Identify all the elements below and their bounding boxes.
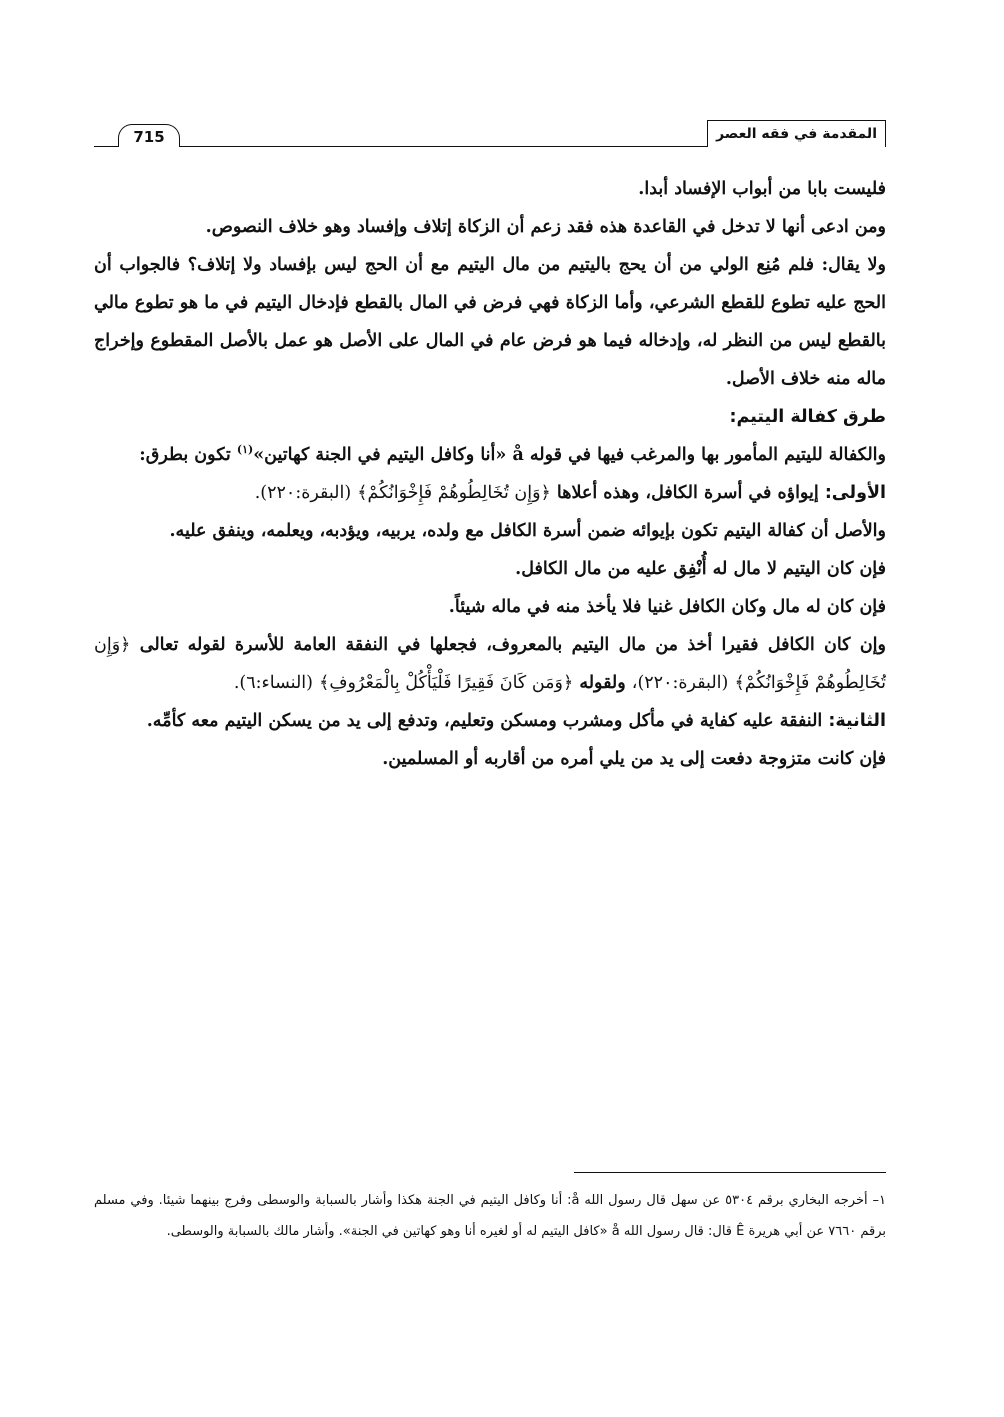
paragraph-2: ومن ادعى أنها لا تدخل في القاعدة هذه فقد زعم أن الزكاة إتلاف وإفساد وهو خلاف النصوص.: [205, 217, 886, 237]
paragraph-10: [94, 702, 886, 740]
paragraph-9-mid: ولقوله: [579, 673, 626, 693]
first-label: الأولى:: [824, 483, 886, 503]
salutation-symbol: å: [512, 445, 524, 465]
footnote-rule: [574, 1172, 886, 1173]
page-header: [94, 116, 886, 156]
quran-verse-1: ﴿وَإِن تُخَالِطُوهُمْ فَإِخْوَانُكُمْ﴾: [357, 483, 551, 503]
main-text: [94, 170, 886, 778]
hadith-quote: «أنا وكافل اليتيم في الجنة كهاتين»: [253, 445, 507, 465]
page-number: 715: [118, 124, 180, 147]
paragraph-8: فإن كان له مال وكان الكافل غنيا فلا يأخذ منه في ماله شيئاً.: [448, 597, 886, 617]
section-heading: طرق كفالة اليتيم:: [729, 407, 886, 427]
paragraph-5-text: إيواؤه في أسرة الكافل، وهذه أعلاها: [556, 483, 819, 503]
book-title: المقدمة في فقه العصر: [707, 120, 886, 147]
quran-ref-2: (البقرة:٢٢٠)،: [631, 673, 729, 693]
paragraph-4-pre: والكفالة لليتيم المأمور بها والمرغب فيها في قوله: [529, 445, 886, 465]
quran-verse-2: ﴿وَإِن تُخَالِطُوهُمْ فَإِخْوَانُكُمْ﴾: [94, 635, 886, 693]
paragraph-4: [94, 436, 886, 474]
footnotes: [94, 1172, 886, 1247]
paragraph-1: فليست بابا من أبواب الإفساد أبدا.: [638, 179, 886, 199]
paragraph-9-text: وإن كان الكافل فقيرا أخذ من مال اليتيم بالمعروف، فجعلها في النفقة العامة للأسرة لقوله تعالى: [139, 635, 886, 655]
paragraph-3: ولا يقال: فلم مُنِع الولي من أن يحج باليتيم من مال اليتيم مع أن الحج ليس بإفساد ولا إتلاف؟ فالجواب أن الحج عليه تطوع للقطع الشرعي، وأما الزكاة فهي فرض في المال بالقطع فإدخال اليتيم في ما هو تطوع مالي بالقطع ليس من النظر له، وإدخاله فيما هو فرض عام في المال على الأصل هو عمل بالأصل المقطوع وإخراج ماله منه خلاف الأصل.: [94, 255, 886, 389]
second-label: الثانية:: [828, 711, 886, 731]
paragraph-9: [94, 626, 886, 702]
quran-ref-1: (البقرة:٢٢٠).: [254, 483, 352, 503]
paragraph-7: فإن كان اليتيم لا مال له أُنْفِق عليه من مال الكافل.: [515, 559, 886, 579]
paragraph-11: فإن كانت متزوجة دفعت إلى يد من يلي أمره من أقاربه أو المسلمين.: [382, 749, 886, 769]
footnote-1: ١– أخرجه البخاري برقم ٥٣٠٤ عن سهل قال رسول الله å: أنا وكافل اليتيم في الجنة هكذا وأشار بالسبابة والوسطى وفرج بينهما شيئا. وفي مسلم برقم ٧٦٦٠ عن أبي هريرة Ê قال: قال رسول الله å «كافل اليتيم له أو لغيره أنا وهو كهاتين في الجنة». وأشار مالك بالسبابة والوسطى.: [94, 1193, 886, 1239]
quran-verse-3: ﴿وَمَن كَانَ فَقِيرًا فَلْيَأْكُلْ بِالْمَعْرُوفِ﴾: [319, 673, 574, 693]
paragraph-5: [94, 474, 886, 512]
quran-ref-3: (النساء:٦).: [233, 673, 313, 693]
paragraph-4-post: تكون بطرق:: [139, 445, 231, 465]
paragraph-10-text: النفقة عليه كفاية في مأكل ومشرب ومسكن وتعليم، وتدفع إلى يد من يسكن اليتيم معه كأمِّه.: [146, 711, 823, 731]
paragraph-6: والأصل أن كفالة اليتيم تكون بإيوائه ضمن أسرة الكافل مع ولده، يربيه، ويؤدبه، ويعلمه، وينفق عليه.: [169, 521, 886, 541]
footnote-ref: (١): [236, 443, 254, 457]
